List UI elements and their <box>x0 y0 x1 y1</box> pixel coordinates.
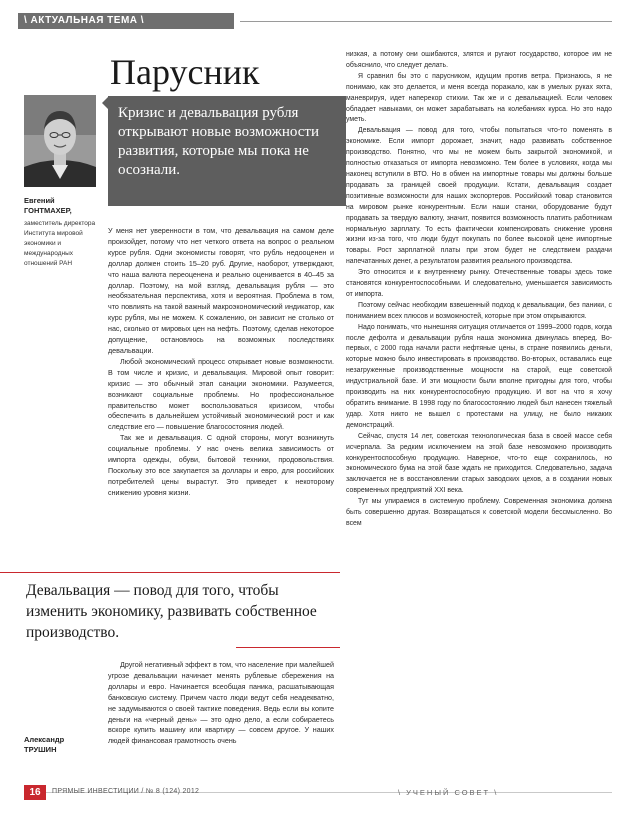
author1-description: заместитель директора Института мировой экономики и международных отношений РАН <box>24 220 96 267</box>
author1-first-name: Евгений <box>24 196 55 205</box>
author-block-2 <box>24 735 104 755</box>
rubric-divider <box>240 21 612 22</box>
paragraph: Тут мы упираемся в системную проблему. Современная экономика должна быть совершенно другая. Возвращаться к советской модели бессмысленно. Во всем <box>346 498 612 527</box>
paragraph: Я сравнил бы это с парусником, идущим против ветра. Признаюсь, я не понимаю, как это делается, и меня всегда поражало, как в умелых руках яхта, маневрируя, идет наперекор стихии. Так же и с девальвацией. Если человек обладает навыками, он может зарабатывать на колебаниях курса. Но это надо уметь. <box>346 72 612 124</box>
author2-first-name: Александр <box>24 735 65 744</box>
paragraph: Девальвация — повод для того, чтобы попытаться что-то поменять в экономике. Если импорт дорожает, значит, надо развивать собственное производство. Понятно, что мы не можем быть закрытой экономикой, и полностью отказаться от импорта невозможно. Тем более в условиях, когда мы наконец вступили в ВТО. Но в обмен на импортные товары мы должны больше продавать за границей своей продукции. Кстати, девальвация создает позитивные возможности для наших экспортеров. Российский товар становится на мировом рынке конкурентным. Если наши станки, оборудование будут продавать за твердую валюту, значит, появится возможность платить работникам нормальную зарплату. То есть фактически компенсировать снижение уровня жизни из-за того, что люди будут покупать по более высокой цене импортные товары. Рост зарплатной платы при этом будет не следствием раздачи напечатанных денег, а результатом развития реального производства. <box>346 127 612 266</box>
portrait-illustration <box>24 95 96 187</box>
page-number: 16 <box>24 785 46 800</box>
lead-box <box>108 96 346 206</box>
paragraph: Другой негативный эффект в том, что население при малейшей угрозе девальвации начинает менять рублевые сбережения на доллары и евро. Начинается всеобщая паника, расшатывающая банковскую систему. Причем часто люди ведут себя неадекватно, не задумываются о своей тактике поведения. Ведь если вы копите деньги на «черный день» — это одно дело, а если собираетесь вскоре купить машину или квартиру — совсем другое. У наших людей финансовая грамотность очень <box>108 661 334 746</box>
paragraph: Поэтому сейчас необходим взвешенный подход к девальвации, без паники, с пониманием всех плюсов и возможностей, которые при этом открываются. <box>346 301 612 320</box>
paragraph: Любой экономический процесс открывает новые возможности. В том числе и кризис, и девальвация. Мировой опыт говорит: кризис — это обычный этап санации экономики. Разумеется, возникают социальные проблемы. Но профессиональное правительство может воспользоваться кризисом, чтобы обеспечить в дальнейшем устойчивый экономический рост и как следствие его — повышение благосостояния людей. <box>108 357 334 432</box>
paragraph: Надо понимать, что нынешняя ситуация отличается от 1999–2000 годов, когда после дефолта и девальвации рубля наша экономика двинулась вперед. Во-первых, с 2000 года начали расти нефтяные цены, в стране появились деньги, которые можно было инвестировать в производство. Во-вторых, оставались еще незагруженные производственные мощности на старой, еще советской индустриальной базе. И эти мощности были вполне пригодны для того, чтобы производить на них конкурентоспособную продукцию. И вот на что я хочу обратить внимание. В 1998 году по благосостоянию людей был нанесен тяжелый удар. Хотя никто не вышел с протестами на улицу, не было никаких демонстраций. <box>346 323 612 429</box>
author2-last-name: ТРУШИН <box>24 745 57 754</box>
author-photo <box>24 95 96 187</box>
author-block-1 <box>24 196 104 269</box>
column-left-top <box>108 226 334 499</box>
pull-quote-rule-top <box>0 572 340 573</box>
column-left-bottom <box>108 660 334 747</box>
paragraph: Это относится и к внутреннему рынку. Отечественные товары здесь тоже становятся конкурентоспособными. И следовательно, уменьшается зависимость от импорта. <box>346 269 612 298</box>
paragraph: Сейчас, спустя 14 лет, советская технологическая база в своей массе себя исчерпала. За редким исключением на этой базе невозможно производить конкурентоспособную продукцию. Наверное, что-то еще сохранилось, но экономического бума на этой базе ждать не приходится. Следовательно, задача заключается не в восстановлении старых заводских цехов, а в создании новых современных предприятий XXI века. <box>346 432 612 495</box>
paragraph: Так же и девальвация. С одной стороны, могут возникнуть социальные проблемы. У нас очень велика зависимость от импорта одежды, обуви, бытовой техники, продовольствия. Поскольку это все закупается за доллары и евро, для российских потребителей цены вырастут. Это приведет к некоторому снижению уровня жизни. <box>108 434 334 497</box>
top-bar <box>0 0 630 34</box>
column-right <box>346 50 612 530</box>
lead-text: Кризис и девальвация рубля открывают новые возможности развития, которые мы пока не осознали. <box>118 105 319 178</box>
section-rubric: \ АКТУАЛЬНАЯ ТЕМА \ <box>18 13 234 29</box>
publication-name: ПРЯМЫЕ ИНВЕСТИЦИИ / № 8 (124) 2012 <box>52 788 200 795</box>
paragraph: низкая, а потому они ошибаются, злятся и ругают государство, которое им не объяснило, что следует делать. <box>346 51 612 69</box>
pull-quote: Девальвация — повод для того, чтобы изменить экономику, развивать собственное производство. <box>26 582 317 641</box>
paragraph: У меня нет уверенности в том, что девальвация на самом деле произойдет, потому что нет четкого ответа на вопрос о реальном курсе рубля. Одни экономисты говорят, что рубль недооценен и доллар должен стоить 15–20 руб. Другие, наоборот, утверждают, что наша валюта переоценена и реально оценивается в 40–45 за доллар. Поэтому, на мой взгляд, девальвация рубля — это необязательная перспектива, хотя и вероятная. Проблема в том, что повлиять на такой важный макроэкономический индикатор, как курс рубля, мы не можем. К сожалению, он зависит не столько от нас, сколько от мировых цен на нефть. Поэтому, сделав некоторое допущение, остановлюсь на возможных последствиях девальвации. <box>108 227 334 355</box>
author1-last-name: ГОНТМАХЕР, <box>24 206 72 215</box>
pull-quote-rule-bottom <box>236 647 340 648</box>
footer-section: \ УЧЕНЫЙ СОВЕТ \ <box>398 788 499 797</box>
article-title: Парусник <box>110 52 260 92</box>
